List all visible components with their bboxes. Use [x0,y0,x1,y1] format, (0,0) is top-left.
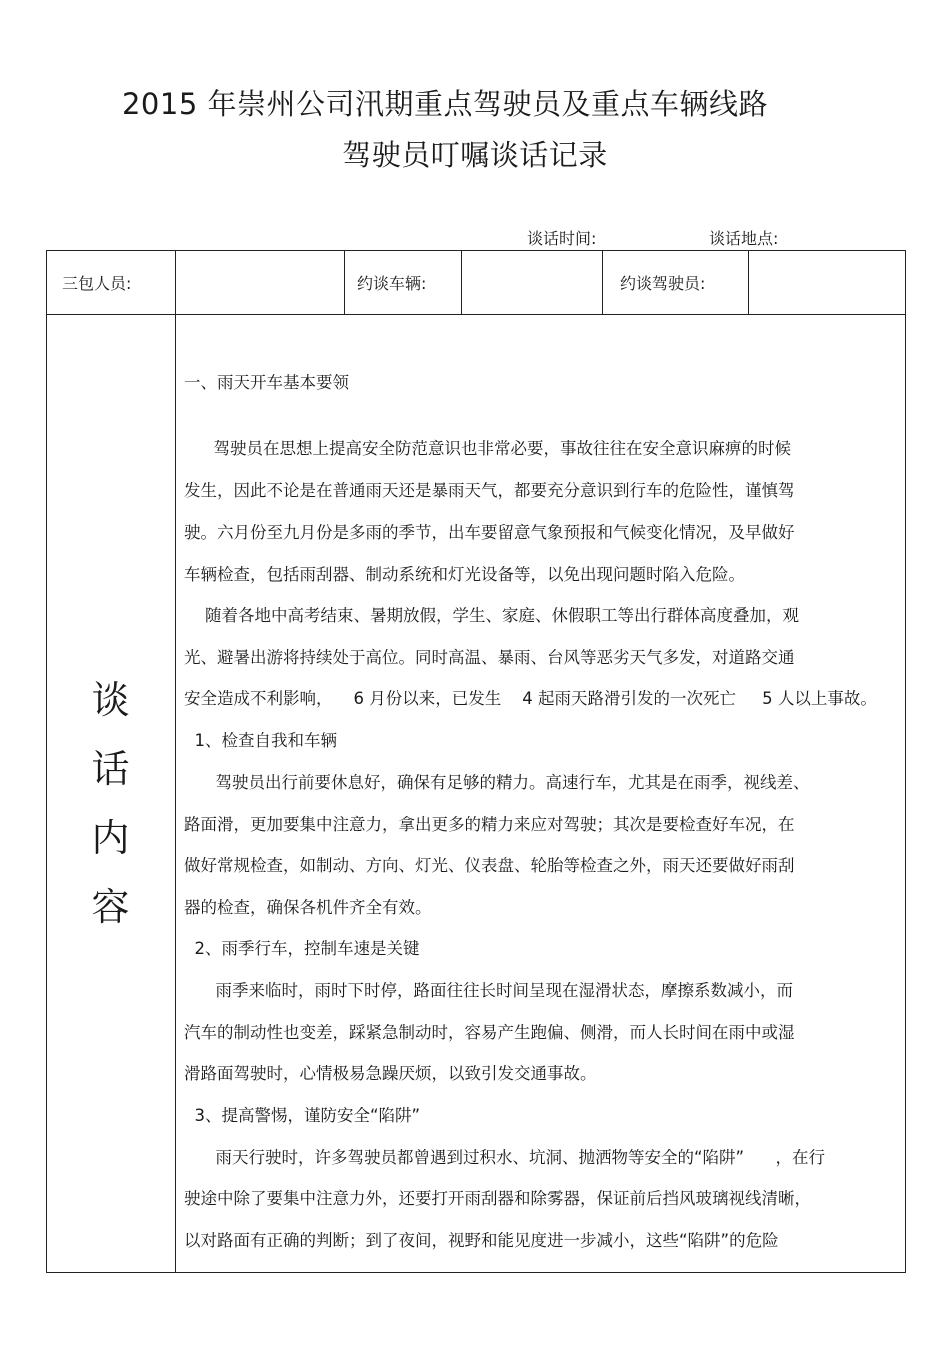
content-line: 雨季来临时，雨时下时停，路面往往长时间呈现在湿滑状态，摩擦系数减小，而 [184,981,793,1000]
content-line: 驶。六月份至九月份是多雨的季节，出车要留意气象预报和气候变化情况，及早做好 [184,523,795,542]
side-label-char: 容 [91,885,130,929]
vehicle-value-field[interactable] [466,250,598,314]
talk-content-side-label [46,666,175,942]
driver-value-field[interactable] [753,250,901,314]
side-label-char: 谈 [91,678,130,722]
header-divider [602,250,603,314]
content-line: 1、检查自我和车辆 [184,731,337,750]
header-divider [344,250,345,314]
content-line: 3、提高警惕，谨防安全“陷阱” [184,1106,421,1125]
vehicle-label: 约谈车辆: [357,273,427,293]
side-label-char: 内 [91,816,130,860]
content-line: 随着各地中高考结束、暑期放假，学生、家庭、休假职工等出行群体高度叠加，观 [184,606,799,625]
page-title-line1: 2015 年崇州公司汛期重点驾驶员及重点车辆线路 [121,87,769,121]
content-line: 滑路面驾驶时，心情极易急躁厌烦，以致引发交通事故。 [184,1064,597,1083]
talk-place-label: 谈话地点: [709,229,779,248]
content-line: 驾驶员在思想上提高安全防范意识也非常必要，事故往往在安全意识麻痹的时候 [182,439,791,458]
side-label-char: 话 [91,747,130,791]
staff-value-field[interactable] [180,250,340,314]
content-line: 器的检查，确保各机件齐全有效。 [184,898,432,917]
content-line: 发生，因此不论是在普通雨天还是暴雨天气，都要充分意识到行车的危险性，谨慎驾 [184,481,795,500]
content-line: 路面滑，更加要集中注意力，拿出更多的精力来应对驾驶；其次是要检查好车况，在 [184,815,795,834]
content-line: 做好常规检查，如制动、方向、灯光、仪表盘、轮胎等检查之外，雨天还要做好雨刮 [184,856,795,875]
staff-label: 三包人员: [62,273,132,293]
header-divider [748,250,749,314]
content-line: 驾驶员出行前要休息好，确保有足够的精力。高速行车，尤其是在雨季，视线差、 [184,773,810,792]
content-line: 驶途中除了要集中注意力外，还要打开雨刮器和除雾器，保证前后挡风玻璃视线清晰， [184,1189,811,1208]
talk-time-label: 谈话时间: [527,229,597,248]
content-line: 2、雨季行车，控制车速是关键 [184,939,420,958]
content-line: 一、雨天开车基本要领 [184,373,349,392]
content-line: 安全造成不利影响， 6 月份以来，已发生 4 起雨天路滑引发的一次死亡 5 人以上事故。 [184,689,877,708]
table-right-border [905,250,906,1273]
content-line: 汽车的制动性也变差，踩紧急制动时，容易产生跑偏、侧滑，而人长时间在雨中或湿 [184,1023,795,1042]
content-line: 车辆检查，包括雨刮器、制动系统和灯光设备等，以免出现问题时陷入危险。 [184,565,745,584]
header-divider [461,250,462,314]
page-title-line2: 驾驶员叮嘱谈话记录 [342,138,608,172]
content-line: 雨天行驶时，许多驾驶员都曾遇到过积水、坑洞、抛洒物等安全的“陷阱” ，在行 [184,1148,826,1167]
content-line: 光、避暑出游将持续处于高位。同时高温、暴雨、台风等恶劣天气多发，对道路交通 [184,648,795,667]
side-column-divider [175,250,176,1273]
driver-label: 约谈驾驶员: [620,273,706,293]
content-line: 以对路面有正确的判断；到了夜间，视野和能见度进一步减小，这些“陷阱”的危险 [184,1231,779,1250]
